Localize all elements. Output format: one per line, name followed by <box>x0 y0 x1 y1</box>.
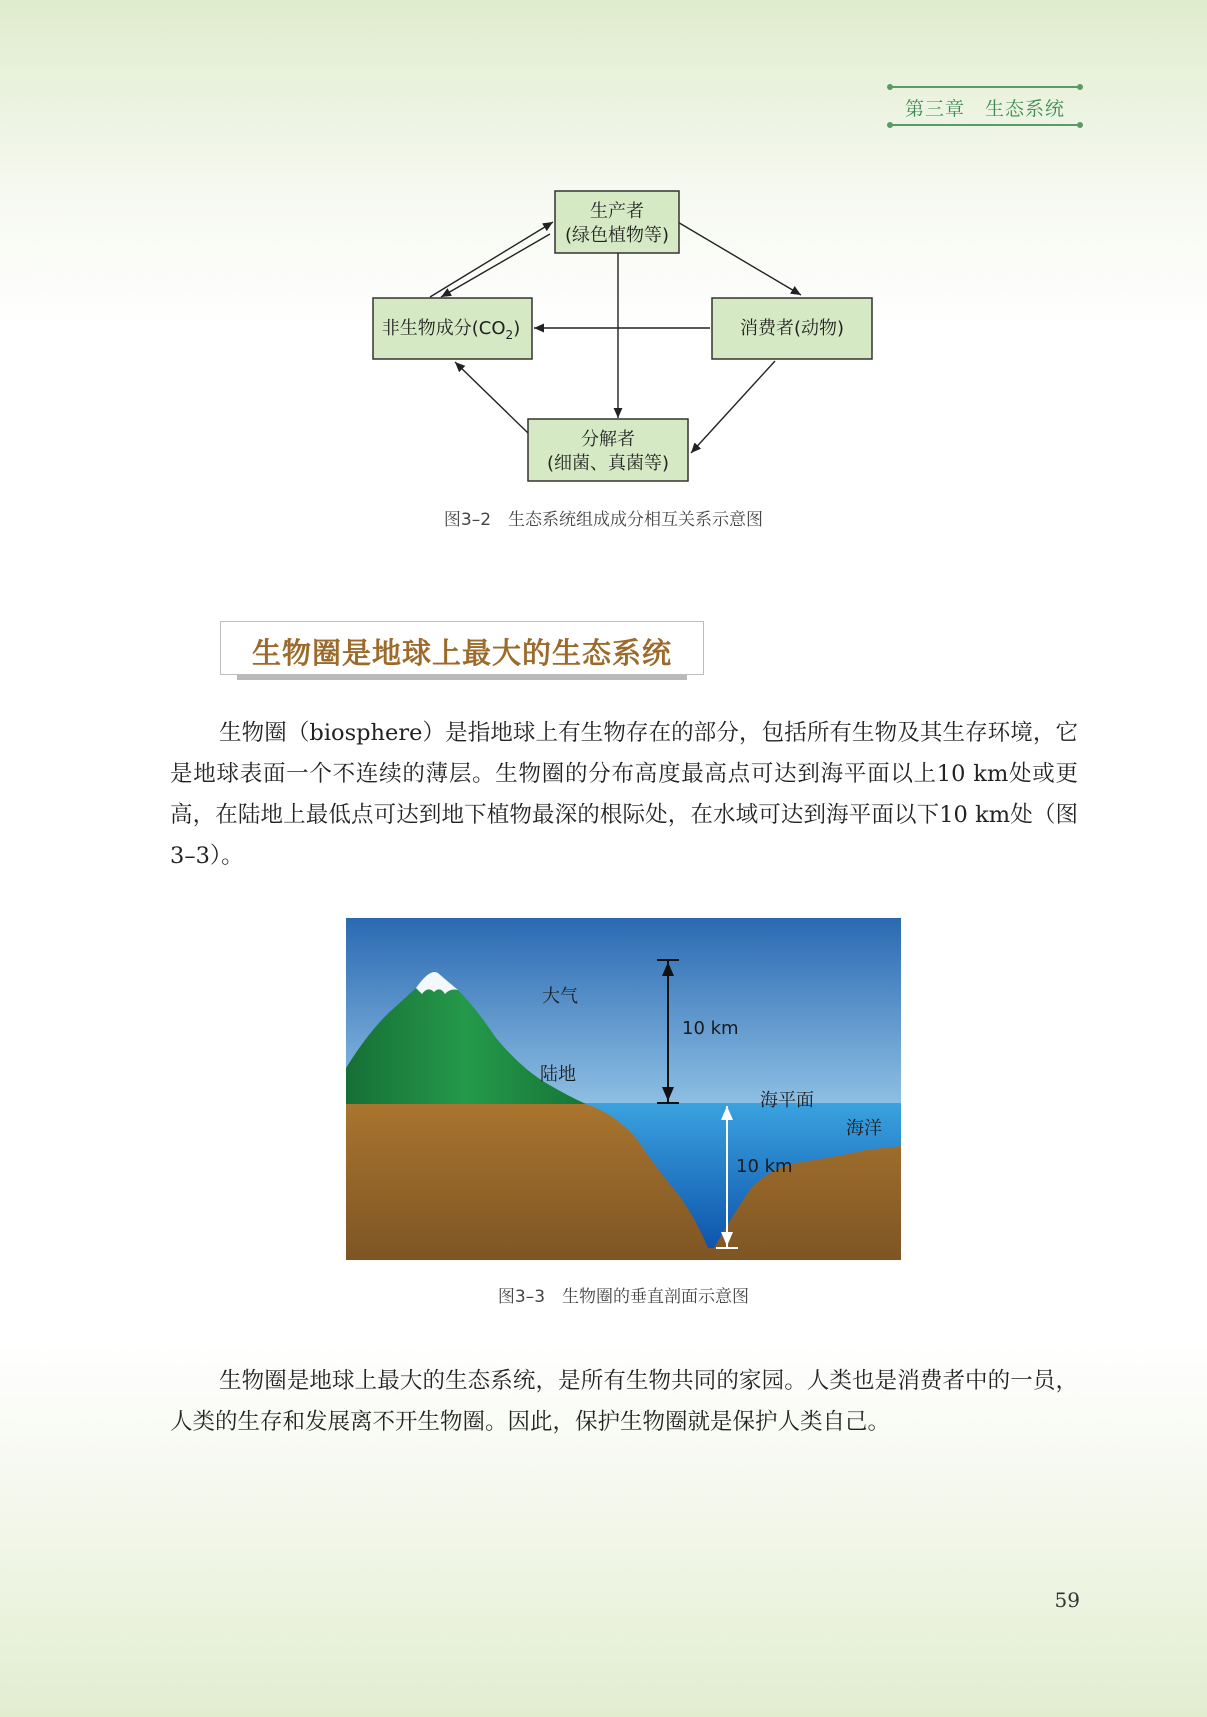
paragraph-biosphere-definition: 生物圈（biosphere）是指地球上有生物存在的部分，包括所有生物及其生存环境，它是地球表面一个不连续的薄层。生物圈的分布高度最高点可达到海平面以上10 km处或更高，在陆地上最低点可达到地下植物最深的根际处，在水域可达到海平面以下10 km处（图3–3）。 <box>170 720 1078 869</box>
node-consumer <box>712 298 872 359</box>
arrow-decomposer-to-abiotic <box>455 362 528 433</box>
figure1-caption: 图3–2 生态系统组成成分相互关系示意图 <box>443 510 764 530</box>
producer-label: 生产者 <box>590 201 644 222</box>
arrow-consumer-to-decomposer <box>691 361 775 453</box>
ecosystem-diagram <box>370 186 880 486</box>
abiotic-label: 非生物成分$(CO_2)$ <box>381 318 521 342</box>
chapter-header <box>890 86 1080 126</box>
label-atmosphere: 大气 <box>542 986 578 1007</box>
decomposer-sublabel: (细菌、真菌等) <box>546 453 670 474</box>
label-ocean: 海洋 <box>846 1118 882 1139</box>
producer-sublabel: (绿色植物等) <box>564 225 670 246</box>
arrow-producer-to-abiotic <box>441 234 550 297</box>
node-abiotic <box>373 298 532 359</box>
arrow-abiotic-to-producer <box>430 222 553 297</box>
decomposer-label: 分解者 <box>581 429 635 450</box>
paragraph-biosphere-home: 生物圈是地球上最大的生态系统，是所有生物共同的家园。人类也是消费者中的一员，人类的生存和发展离不开生物圈。因此，保护生物圈就是保护人类自己。 <box>170 1368 1078 1435</box>
biosphere-profile-figure <box>346 918 901 1260</box>
figure2-caption: 图3–3 生物圈的垂直剖面示意图 <box>497 1287 750 1307</box>
label-height-down: 10 km <box>736 1156 793 1177</box>
node-decomposer <box>528 419 688 481</box>
header-rule-top <box>890 86 1080 88</box>
section-heading-box <box>220 621 704 675</box>
page-number: 59 <box>1054 1588 1080 1612</box>
label-height-up: 10 km <box>682 1018 739 1039</box>
label-sea-level: 海平面 <box>760 1090 814 1111</box>
section-title: 生物圈是地球上最大的生态系统 <box>251 636 672 670</box>
header-rule-bottom <box>890 124 1080 126</box>
arrow-producer-to-consumer <box>676 221 801 295</box>
node-producer <box>555 191 679 253</box>
label-land: 陆地 <box>540 1064 576 1085</box>
chapter-title: 第三章 生态系统 <box>904 98 1065 120</box>
section-heading-underline <box>237 675 687 680</box>
consumer-label: 消费者(动物) <box>739 318 845 339</box>
